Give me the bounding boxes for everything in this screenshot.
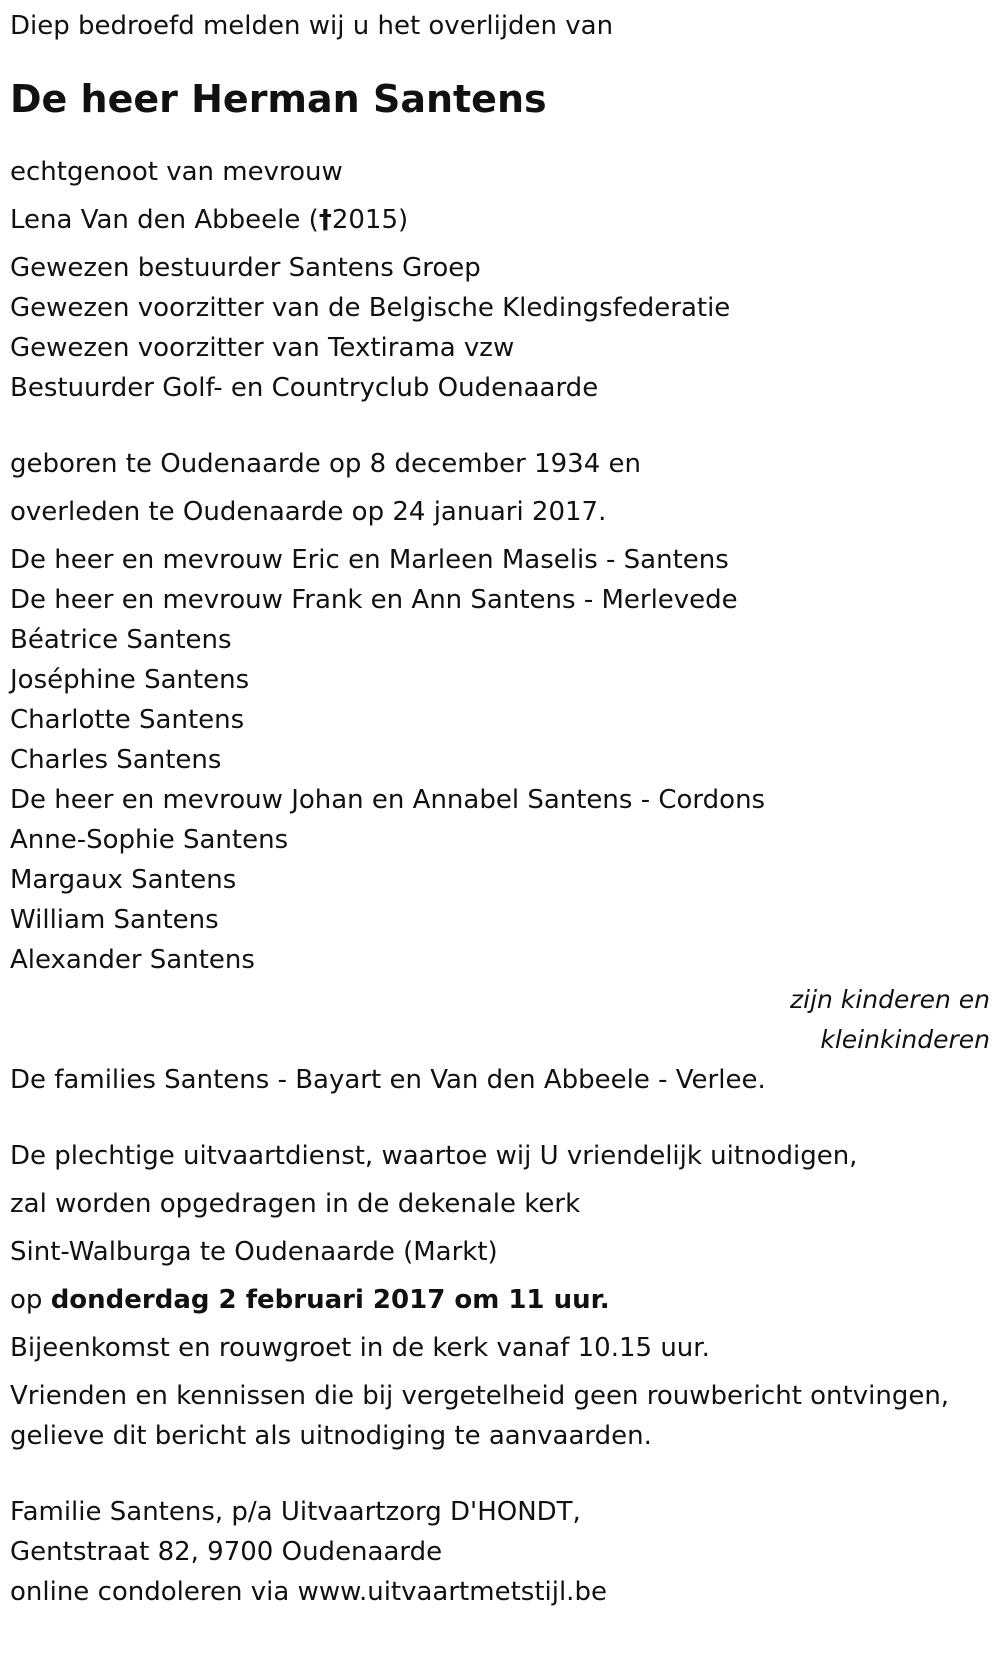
birth-info: geboren te Oudenaarde op 8 december 1934 en (10, 449, 641, 479)
function-item: Gewezen voorzitter van de Belgische Kledingsfederatie (10, 293, 731, 323)
family-member: Margaux Santens (10, 865, 237, 895)
family-member: De heer en mevrouw Eric en Marleen Maselis - Santens (10, 545, 729, 575)
family-relation-label (10, 980, 990, 1060)
deceased-name: De heer Herman Santens (10, 77, 547, 121)
family-member: De heer en mevrouw Johan en Annabel Santens - Cordons (10, 785, 766, 815)
function-item: Gewezen voorzitter van Textirama vzw (10, 333, 515, 363)
service-line-1: De plechtige uitvaartdienst, waartoe wij U vriendelijk uitnodigen, (10, 1141, 858, 1171)
spouse-relation: echtgenoot van mevrouw (10, 157, 343, 187)
service-line-2: zal worden opgedragen in de dekenale kerk (10, 1189, 581, 1219)
spouse-death-year: 2015) (331, 205, 409, 235)
function-item: Gewezen bestuurder Santens Groep (10, 253, 481, 283)
notice-text (10, 1376, 990, 1456)
family-member: William Santens (10, 905, 219, 935)
contact-website-line: online condoleren via www.uitvaartmetstijl.be (10, 1577, 607, 1607)
family-member: De heer en mevrouw Frank en Ann Santens - Merlevede (10, 585, 738, 615)
cross-icon: † (318, 205, 332, 235)
contact-line: Familie Santens, p/a Uitvaartzorg D'HONDT, (10, 1497, 581, 1527)
service-date-line (10, 1280, 990, 1320)
service-date-prefix: op (10, 1285, 51, 1315)
family-member: Charles Santens (10, 745, 222, 775)
relation-line: kleinkinderen (820, 1025, 990, 1054)
family-member: Joséphine Santens (10, 665, 250, 695)
obituary-notice (10, 0, 990, 1612)
function-item: Bestuurder Golf- en Countryclub Oudenaarde (10, 373, 599, 403)
intro-text: Diep bedroefd melden wij u het overlijden van (10, 11, 614, 41)
family-member: Alexander Santens (10, 945, 255, 975)
gathering-info: Bijeenkomst en rouwgroet in de kerk vanaf 10.15 uur. (10, 1333, 710, 1363)
family-list (10, 540, 990, 980)
spouse-name: Lena Van den Abbeele ( (10, 205, 319, 235)
contact-line: Gentstraat 82, 9700 Oudenaarde (10, 1537, 443, 1567)
extended-families: De families Santens - Bayart en Van den Abbeele - Verlee. (10, 1065, 766, 1095)
relation-line: zijn kinderen en (790, 985, 990, 1014)
death-info: overleden te Oudenaarde op 24 januari 2017. (10, 497, 607, 527)
contact-block (10, 1492, 990, 1612)
family-member: Anne-Sophie Santens (10, 825, 289, 855)
functions-list (10, 248, 990, 408)
family-member: Charlotte Santens (10, 705, 245, 735)
family-member: Béatrice Santens (10, 625, 232, 655)
notice-line: Vrienden en kennissen die bij vergetelheid geen rouwbericht ontvingen, (10, 1381, 950, 1411)
service-line-3: Sint-Walburga te Oudenaarde (Markt) (10, 1237, 498, 1267)
service-date: donderdag 2 februari 2017 om 11 uur. (50, 1285, 610, 1315)
spouse-name-line (10, 200, 990, 240)
notice-line: gelieve dit bericht als uitnodiging te aanvaarden. (10, 1421, 652, 1451)
